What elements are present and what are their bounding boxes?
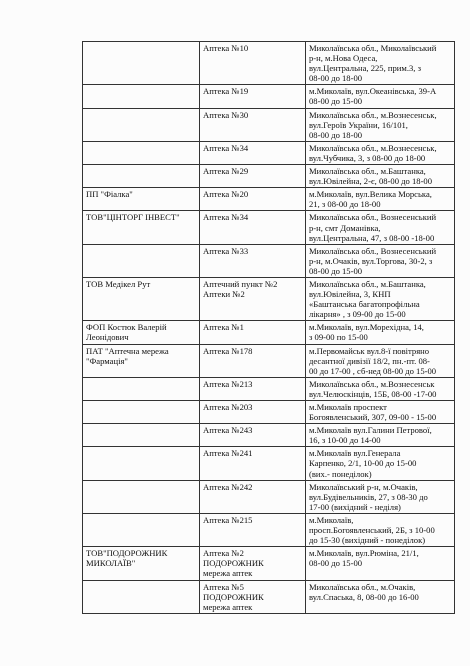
organization-cell xyxy=(83,211,200,244)
cell-text-line: Богоявленський, 307, 09-00 - 15-00 xyxy=(309,412,437,423)
address-cell xyxy=(306,424,455,447)
cell-text-line: Миколаївський р-н, м.Очаків, xyxy=(309,481,418,492)
cell-text-line: Миколаївська обл., м.Вознесенськ xyxy=(309,378,435,389)
cell-text-line: Аптека №241 xyxy=(203,448,253,459)
cell-text-line: Аптека №2 xyxy=(203,548,244,559)
cell-text-line: Аптека №242 xyxy=(203,481,253,492)
table-row xyxy=(83,165,455,188)
organization-cell xyxy=(83,108,200,141)
organization-cell xyxy=(83,377,200,400)
cell-text-line: ПОДОРОЖНИК xyxy=(203,591,264,602)
cell-text-line: Аптеки №2 xyxy=(203,289,245,300)
pharmacy-cell xyxy=(200,401,306,424)
address-cell xyxy=(306,321,455,344)
cell-text-line: ТОВ Медікел Рут xyxy=(86,278,151,289)
address-cell xyxy=(306,277,455,320)
address-cell xyxy=(306,447,455,480)
cell-text-line: 17-00 (вихідний - неділя) xyxy=(309,501,401,512)
organization-cell xyxy=(83,141,200,164)
pharmacy-table-body xyxy=(83,42,455,614)
cell-text-line: Миколаївська обл., м.Очаків, xyxy=(309,581,416,592)
cell-text-line: вул.Центральна, 225, прим.3, з xyxy=(309,63,421,74)
organization-cell xyxy=(83,513,200,546)
pharmacy-cell xyxy=(200,188,306,211)
pharmacy-cell xyxy=(200,85,306,108)
table-row xyxy=(83,447,455,480)
address-cell xyxy=(306,377,455,400)
cell-text-line: р-н, м.Очаків, вул.Торгова, 30-2, з xyxy=(309,255,433,266)
cell-text-line: МИКОЛАЇВ" xyxy=(86,558,136,569)
cell-text-line: Аптека №243 xyxy=(203,425,253,436)
table-row xyxy=(83,377,455,400)
table-row xyxy=(83,42,455,85)
cell-text-line: 21, з 08-00 до 18-00 xyxy=(309,199,381,210)
cell-text-line: вул.Центральна, 47, з 08-00 -18-00 xyxy=(309,232,435,243)
pharmacy-cell xyxy=(200,480,306,513)
cell-text-line: вул.Чубчика, 3, з 08-00 до 18-00 xyxy=(309,152,426,163)
pharmacy-cell xyxy=(200,424,306,447)
cell-text-line: р-н, м.Нова Одеса, xyxy=(309,53,378,64)
address-cell xyxy=(306,141,455,164)
cell-text-line: м.Миколаїв, xyxy=(309,514,354,525)
address-cell xyxy=(306,513,455,546)
cell-text-line: Аптека №30 xyxy=(203,109,249,120)
table-row xyxy=(83,277,455,320)
cell-text-line: м.Миколаїв, вул.Океанівська, 39-А xyxy=(309,86,437,97)
organization-cell xyxy=(83,165,200,188)
cell-text-line: (вих.- понеділок) xyxy=(309,468,372,479)
address-cell xyxy=(306,108,455,141)
cell-text-line: Аптека №203 xyxy=(203,402,253,412)
cell-text-line: 16, з 10-00 до 14-00 xyxy=(309,435,381,446)
organization-cell xyxy=(83,424,200,447)
organization-cell xyxy=(83,85,200,108)
cell-text-line: Аптека №1 xyxy=(203,322,244,333)
cell-text-line: м.Миколаїв вул.Генерала xyxy=(309,448,401,459)
address-cell xyxy=(306,401,455,424)
cell-text-line: десантної дивізії 18/2, пн.-пт. 08- xyxy=(309,355,430,366)
address-cell xyxy=(306,188,455,211)
cell-text-line: ПП "Фіалка" xyxy=(86,189,133,200)
pharmacy-cell xyxy=(200,277,306,320)
cell-text-line: до 15-30 (вихідний - понеділок) xyxy=(309,535,426,546)
cell-text-line: 08-00 до 15-00 xyxy=(309,265,363,276)
table-row xyxy=(83,513,455,546)
cell-text-line: "Фармація" xyxy=(86,355,128,366)
cell-text-line: м.Миколаїв, вул.Рюміна, 21/1, xyxy=(309,548,419,559)
cell-text-line: мережа аптек xyxy=(203,601,253,612)
pharmacy-table xyxy=(82,41,455,614)
cell-text-line: лікарня» , з 09-00 до 15-00 xyxy=(309,309,406,320)
organization-cell xyxy=(83,188,200,211)
pharmacy-cell xyxy=(200,377,306,400)
pharmacy-cell xyxy=(200,42,306,85)
table-row xyxy=(83,480,455,513)
cell-text-line: ТОВ"ПОДОРОЖНИК xyxy=(86,548,168,559)
pharmacy-cell xyxy=(200,321,306,344)
organization-cell xyxy=(83,480,200,513)
pharmacy-cell xyxy=(200,580,306,613)
cell-text-line: Аптечний пункт №2 xyxy=(203,278,278,289)
cell-text-line: Аптека №20 xyxy=(203,189,249,200)
table-row xyxy=(83,344,455,377)
cell-text-line: р-н, смт Доманівка, xyxy=(309,222,381,233)
table-row xyxy=(83,108,455,141)
cell-text-line: Аптека №213 xyxy=(203,378,253,389)
cell-text-line: м.Миколаїв вул.Галини Петрової, xyxy=(309,425,432,436)
organization-cell xyxy=(83,580,200,613)
pharmacy-cell xyxy=(200,344,306,377)
table-row xyxy=(83,85,455,108)
cell-text-line: Аптека №34 xyxy=(203,212,249,223)
cell-text-line: м.Миколаїв проспект xyxy=(309,402,387,412)
cell-text-line: Карпенко, 2/1, 10-00 до 15-00 xyxy=(309,458,417,469)
table-row xyxy=(83,580,455,613)
cell-text-line: Миколаївська обл., м.Баштанка, xyxy=(309,166,426,177)
cell-text-line: мережа аптек xyxy=(203,568,253,579)
cell-text-line: ФОП Костюк Валерій xyxy=(86,322,167,333)
address-cell xyxy=(306,211,455,244)
pharmacy-cell xyxy=(200,165,306,188)
cell-text-line: Миколаївська обл., Вознесенський xyxy=(309,245,437,256)
cell-text-line: Миколаївська обл., Вознесенський xyxy=(309,212,437,223)
cell-text-line: Миколаївська обл., м.Баштанка, xyxy=(309,278,426,289)
table-row xyxy=(83,424,455,447)
cell-text-line: ПАТ "Аптечна мережа xyxy=(86,345,169,356)
pharmacy-cell xyxy=(200,141,306,164)
cell-text-line: Миколаївська обл., м.Вознесенськ, xyxy=(309,142,437,153)
organization-cell xyxy=(83,401,200,424)
cell-text-line: Аптека №29 xyxy=(203,166,249,177)
cell-text-line: Миколаївська обл., Миколаївський xyxy=(309,43,437,53)
address-cell xyxy=(306,344,455,377)
cell-text-line: Аптека №215 xyxy=(203,514,253,525)
cell-text-line: з 09-00 по 15-00 xyxy=(309,332,368,343)
cell-text-line: Аптека №178 xyxy=(203,345,253,356)
cell-text-line: 08-00 до 18-00 xyxy=(309,73,363,84)
cell-text-line: вул.Ювілейна, 2-є, 08-00 до 18-00 xyxy=(309,176,433,187)
pharmacy-cell xyxy=(200,211,306,244)
cell-text-line: ТОВ"ЦІНТОРГ ІНВЕСТ" xyxy=(86,212,180,223)
cell-text-line: вул.Будівельників, 27, з 08-30 до xyxy=(309,491,428,502)
pharmacy-cell xyxy=(200,447,306,480)
cell-text-line: Аптека №19 xyxy=(203,86,249,97)
cell-text-line: просп.Богоявленський, 2Б, з 10-00 xyxy=(309,525,435,536)
table-row xyxy=(83,188,455,211)
table-row xyxy=(83,141,455,164)
cell-text-line: м.Миколаїв, вул.Велика Морська, xyxy=(309,189,432,200)
cell-text-line: Аптека №10 xyxy=(203,43,249,53)
organization-cell xyxy=(83,42,200,85)
address-cell xyxy=(306,85,455,108)
address-cell xyxy=(306,547,455,580)
organization-cell xyxy=(83,244,200,277)
cell-text-line: Аптека №33 xyxy=(203,245,249,256)
pharmacy-cell xyxy=(200,547,306,580)
cell-text-line: Леонідович xyxy=(86,332,129,343)
cell-text-line: вул.Ювілейна, 3, КНП xyxy=(309,289,391,300)
table-row xyxy=(83,244,455,277)
organization-cell xyxy=(83,547,200,580)
cell-text-line: 08-00 до 18-00 xyxy=(309,129,363,140)
organization-cell xyxy=(83,277,200,320)
organization-cell xyxy=(83,344,200,377)
pharmacy-cell xyxy=(200,108,306,141)
table-row xyxy=(83,211,455,244)
cell-text-line: «Баштанська багатопрофільна xyxy=(309,299,420,310)
cell-text-line: 00 до 17-00 , сб-нед 08-00 до 15-00 xyxy=(309,365,437,376)
cell-text-line: Аптека №34 xyxy=(203,142,249,153)
table-row xyxy=(83,401,455,424)
cell-text-line: Аптека №5 xyxy=(203,581,244,592)
cell-text-line: м.Миколаїв, вул.Морехідна, 14, xyxy=(309,322,424,333)
table-row xyxy=(83,547,455,580)
cell-text-line: Миколаївська обл., м.Вознесенськ, xyxy=(309,109,437,120)
cell-text-line: вул.Героїв України, 16/101, xyxy=(309,119,408,130)
organization-cell xyxy=(83,321,200,344)
cell-text-line: ПОДОРОЖНИК xyxy=(203,558,264,569)
address-cell xyxy=(306,244,455,277)
cell-text-line: 08-00 до 15-00 xyxy=(309,558,363,569)
cell-text-line: вул.Челюскінців, 15Б, 08-00 -17-00 xyxy=(309,388,437,399)
pharmacy-cell xyxy=(200,244,306,277)
address-cell xyxy=(306,580,455,613)
cell-text-line: 08-00 до 15-00 xyxy=(309,96,363,107)
organization-cell xyxy=(83,447,200,480)
table-row xyxy=(83,321,455,344)
address-cell xyxy=(306,42,455,85)
address-cell xyxy=(306,480,455,513)
cell-text-line: м.Первомайськ вул.8-ї повітряно xyxy=(309,345,430,356)
address-cell xyxy=(306,165,455,188)
pharmacy-cell xyxy=(200,513,306,546)
cell-text-line: вул.Спаська, 8, 08-00 до 16-00 xyxy=(309,591,419,602)
